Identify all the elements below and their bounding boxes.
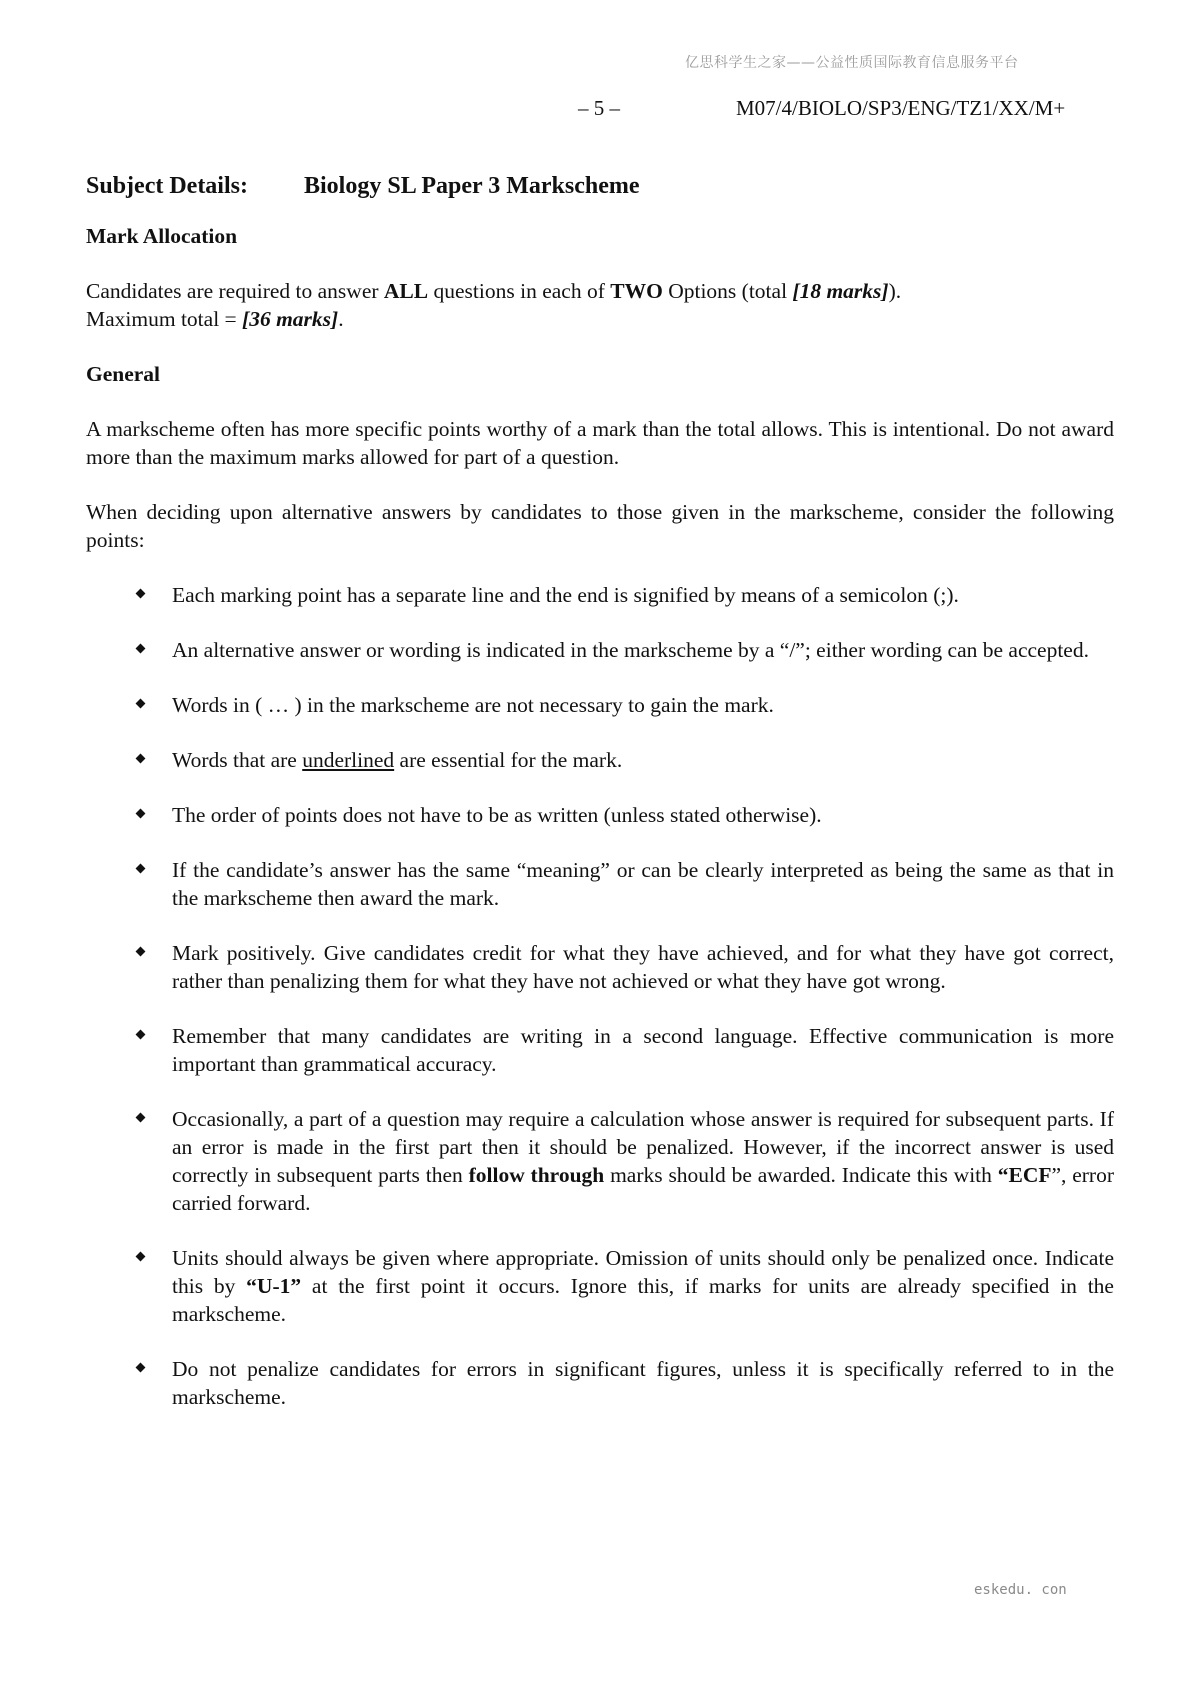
list-item	[86, 1022, 1114, 1078]
text: ).	[888, 279, 902, 303]
subject-details	[86, 168, 1114, 204]
marks-36: [36 marks]	[242, 307, 339, 331]
text: Words in ( … ) in the markscheme are not necessary to gain the mark.	[172, 693, 774, 717]
text: marks should be awarded. Indicate this with	[604, 1163, 998, 1187]
text: Options (total	[662, 279, 793, 303]
list-item	[86, 939, 1114, 995]
text: Words that are	[172, 748, 303, 772]
diamond-bullet-icon	[136, 864, 146, 874]
watermark-text: 亿思科学生之家——公益性质国际教育信息服务平台	[685, 55, 1019, 71]
mark-allocation-paragraph	[86, 277, 1114, 333]
diamond-bullet-icon	[136, 809, 146, 819]
emphasis-ecf: “ECF	[997, 1163, 1052, 1187]
list-item	[86, 1105, 1114, 1217]
text: The order of points does not have to be as written (unless stated otherwise).	[172, 803, 822, 827]
text: are essential for the mark.	[394, 748, 623, 772]
general-heading: General	[86, 362, 161, 386]
text: Units should always be given where appropriate. Omission of units should only be penalized once. Indicate this by	[172, 1246, 1114, 1298]
list-item	[86, 691, 1114, 719]
emphasis-all: ALL	[383, 279, 429, 303]
page-content	[86, 168, 1114, 1438]
list-item	[86, 1244, 1114, 1328]
text: Remember that many candidates are writing in a second language. Effective communication is more important than grammatical accuracy.	[172, 1024, 1114, 1076]
text: ”, error carried forward.	[172, 1163, 1114, 1215]
text: Each marking point has a separate line and the end is signified by means of a semicolon (;).	[172, 583, 959, 607]
text: Do not penalize candidates for errors in significant figures, unless it is specifically referred to in the markscheme.	[172, 1357, 1114, 1409]
diamond-bullet-icon	[136, 589, 146, 599]
marking-points-list	[86, 581, 1114, 1411]
list-item	[86, 746, 1114, 774]
underlined-word: underlined	[302, 748, 395, 772]
list-item	[86, 856, 1114, 912]
footer-site-mark: eskedu. con	[974, 1582, 1067, 1598]
marks-18: [18 marks]	[792, 279, 889, 303]
list-item	[86, 801, 1114, 829]
emphasis-follow-through: follow through	[468, 1163, 605, 1187]
text: An alternative answer or wording is indicated in the markscheme by a “/”; either wording can be accepted.	[172, 638, 1089, 662]
document-code: M07/4/BIOLO/SP3/ENG/TZ1/XX/M+	[736, 96, 1066, 120]
page-number: – 5 –	[578, 96, 620, 120]
mark-allocation-heading: Mark Allocation	[86, 224, 238, 248]
text: Maximum total =	[86, 307, 243, 331]
text: at the first point it occurs. Ignore this, if marks for units are already specified in the markscheme.	[172, 1274, 1114, 1326]
text: If the candidate’s answer has the same “meaning” or can be clearly interpreted as being the same as that in the markscheme then award the mark.	[172, 858, 1114, 910]
list-item	[86, 636, 1114, 664]
list-item	[86, 581, 1114, 609]
diamond-bullet-icon	[136, 1113, 146, 1123]
text: Mark positively. Give candidates credit for what they have achieved, and for what they have got correct, rather than penalizing them for what they have not achieved or what they have got wrong.	[172, 941, 1114, 993]
subject-label: Subject Details:	[86, 173, 248, 199]
emphasis-two: TWO	[610, 279, 663, 303]
diamond-bullet-icon	[136, 947, 146, 957]
diamond-bullet-icon	[136, 644, 146, 654]
diamond-bullet-icon	[136, 1252, 146, 1262]
text: questions in each of	[428, 279, 611, 303]
text: .	[338, 307, 344, 331]
diamond-bullet-icon	[136, 1030, 146, 1040]
general-paragraph-2: When deciding upon alternative answers by candidates to those given in the markscheme, consider the following points:	[86, 500, 1114, 552]
general-paragraph-1: A markscheme often has more specific points worthy of a mark than the total allows. This is intentional. Do not award more than the maximum marks allowed for part of a question.	[86, 417, 1114, 469]
text: Occasionally, a part of a question may require a calculation whose answer is required for subsequent parts. If an error is made in the first part then it should be penalized. However, if the incorrect answer is used correctly in subsequent parts then	[172, 1107, 1114, 1187]
list-item	[86, 1355, 1114, 1411]
diamond-bullet-icon	[136, 699, 146, 709]
diamond-bullet-icon	[136, 754, 146, 764]
text: Candidates are required to answer	[86, 279, 384, 303]
emphasis-u1: “U-1”	[246, 1274, 302, 1298]
diamond-bullet-icon	[136, 1363, 146, 1373]
subject-value: Biology SL Paper 3 Markscheme	[304, 173, 640, 199]
